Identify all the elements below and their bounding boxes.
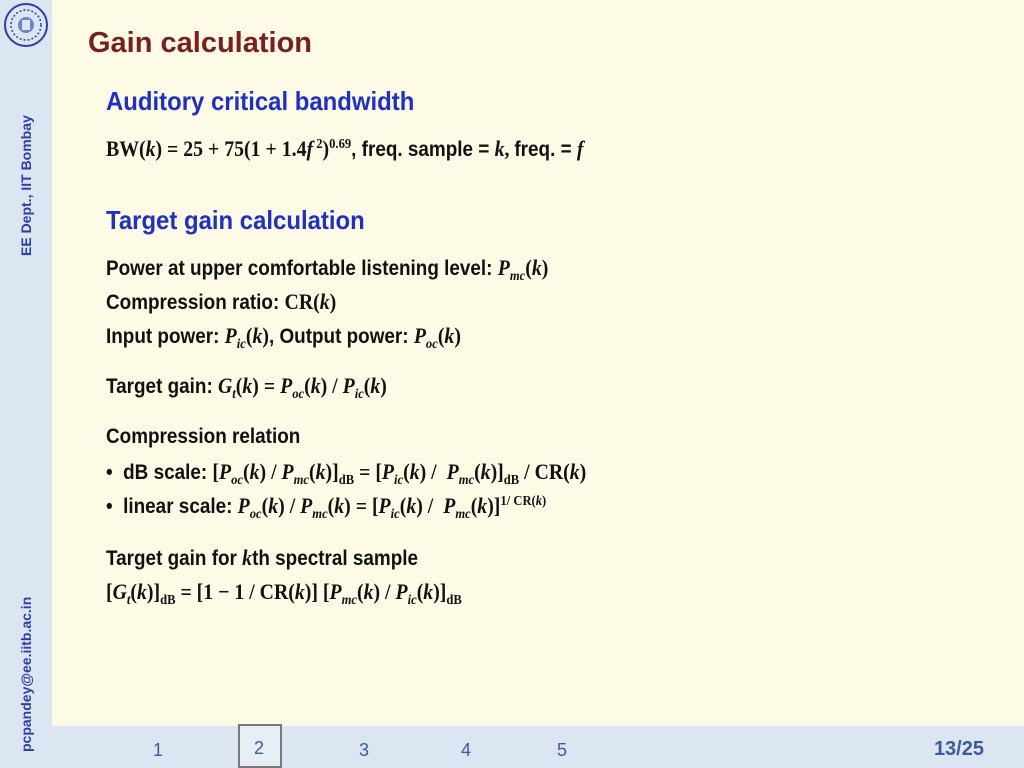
footer-bar bbox=[52, 726, 1024, 768]
kth-sample-heading: Target gain for kth spectral sample bbox=[106, 545, 419, 570]
pager-page-5[interactable]: 5 bbox=[557, 740, 568, 760]
author-email: pcpandey@ee.iitb.ac.in bbox=[18, 596, 34, 752]
pager-page-3[interactable]: 3 bbox=[359, 740, 370, 760]
section-heading-bandwidth: Auditory critical bandwidth bbox=[106, 86, 415, 116]
compression-ratio-line: Compression ratio: CR(k) bbox=[106, 289, 337, 314]
slide-number: 13/25 bbox=[933, 738, 984, 760]
iit-bombay-logo-icon bbox=[3, 2, 49, 48]
pager-page-1[interactable]: 1 bbox=[153, 740, 164, 760]
pager-page-2: 2 bbox=[254, 738, 265, 758]
input-output-power-line: Input power: $P_{ic}(k)$, Output power: $P_{oc}(k)$ bbox=[106, 323, 461, 353]
compression-relation-heading: Compression relation bbox=[106, 425, 301, 448]
target-gain-line: Target gain: $G_t(k) = P_{oc}(k) / P_{ic}(k)$ bbox=[106, 373, 387, 403]
pager-page-4[interactable]: 4 bbox=[461, 740, 472, 760]
pager-current-page[interactable] bbox=[238, 724, 282, 768]
slide-title: Gain calculation bbox=[88, 27, 312, 59]
left-sidebar bbox=[0, 0, 52, 768]
linear-scale-line: • linear scale: $P_{oc}(k) / P_{mc}(k) = [P_{ic}(k) / P_{mc}(k)]^{1/ CR(k)}$ bbox=[106, 493, 547, 523]
bandwidth-formula: BW(k) = 25 + 75(1 + 1.4f $^2$)$^{0.69}$, freq. sample = k, freq. = f bbox=[106, 136, 584, 161]
kth-gain-formula: $[G_t(k)]_{dB} = [1 - 1 / CR(k)]$ $[P_{mc}(k) / P_{ic}(k)]_{dB}$ bbox=[106, 579, 462, 609]
power-line: Power at upper comfortable listening level: $P_{mc}(k)$ bbox=[106, 255, 549, 285]
section-heading-target-gain: Target gain calculation bbox=[106, 205, 365, 235]
department-label: EE Dept., IIT Bombay bbox=[18, 115, 34, 256]
db-scale-line: • dB scale: $[P_{oc}(k) / P_{mc}(k)]_{dB} = [P_{ic}(k) / P_{mc}(k)]_{dB} / CR(k)$ bbox=[106, 459, 587, 489]
